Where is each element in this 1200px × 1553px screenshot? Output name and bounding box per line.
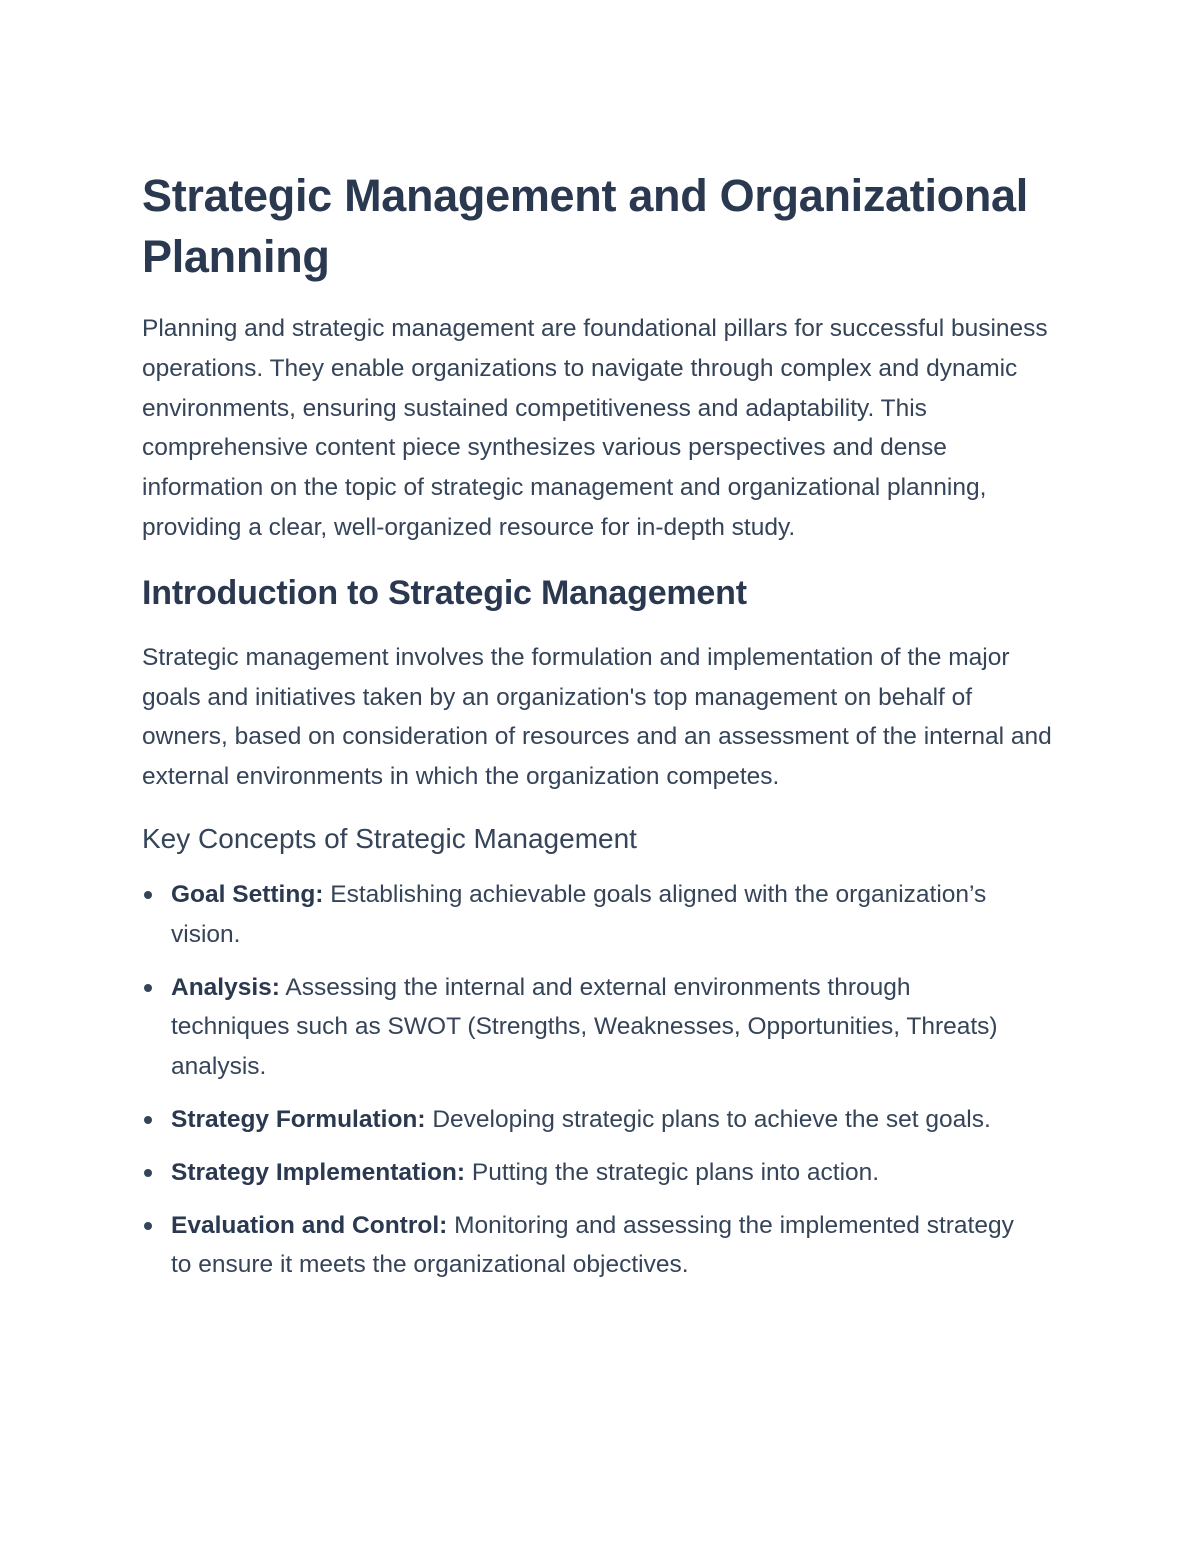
concept-term: Analysis:	[171, 973, 280, 1001]
bullet-icon	[144, 984, 152, 992]
list-item	[142, 1100, 1016, 1140]
list-item	[142, 875, 1016, 955]
key-concepts-list	[142, 875, 1062, 1285]
list-item	[142, 1206, 1016, 1286]
concept-term: Strategy Formulation:	[171, 1105, 426, 1133]
bullet-icon	[144, 891, 152, 899]
concept-term: Evaluation and Control:	[171, 1211, 448, 1239]
intro-paragraph: Planning and strategic management are foundational pillars for successful business operations. They enable organizations to navigate through complex and dynamic environments, ensuring sustained competitiveness and adaptability. This comprehensive content piece synthesizes various perspectives and dense information on the topic of strategic management and organizational planning, providing a clear, well-organized resource for in-depth study.	[142, 315, 1048, 541]
section-subheading: Key Concepts of Strategic Management	[142, 822, 637, 854]
list-item	[142, 968, 1016, 1087]
concept-term: Strategy Implementation:	[171, 1158, 466, 1186]
concept-text: Assessing the internal and external environments through techniques such as SWOT (Strengths, Weaknesses, Opportunities, Threats) analysis.	[171, 973, 998, 1081]
section-paragraph: Strategic management involves the formulation and implementation of the major goals and initiatives taken by an organization's top management on behalf of owners, based on consideration of resources and an assessment of the internal and external environments in which the organization competes.	[142, 643, 1052, 791]
document-title: Strategic Management and Organizational Planning	[142, 170, 1028, 282]
bullet-icon	[144, 1222, 152, 1230]
bullet-icon	[144, 1169, 152, 1177]
concept-term: Goal Setting:	[171, 880, 324, 908]
list-item	[142, 1153, 1016, 1193]
concept-text: Establishing achievable goals aligned with the organization’s vision.	[171, 880, 987, 948]
concept-text: Monitoring and assessing the implemented strategy to ensure it meets the organizational objectives.	[171, 1211, 1014, 1279]
bullet-icon	[144, 1116, 152, 1124]
concept-text: Developing strategic plans to achieve the set goals.	[425, 1105, 991, 1133]
document-page	[142, 165, 1062, 1298]
concept-text: Putting the strategic plans into action.	[465, 1158, 880, 1186]
section-heading: Introduction to Strategic Management	[142, 573, 747, 612]
